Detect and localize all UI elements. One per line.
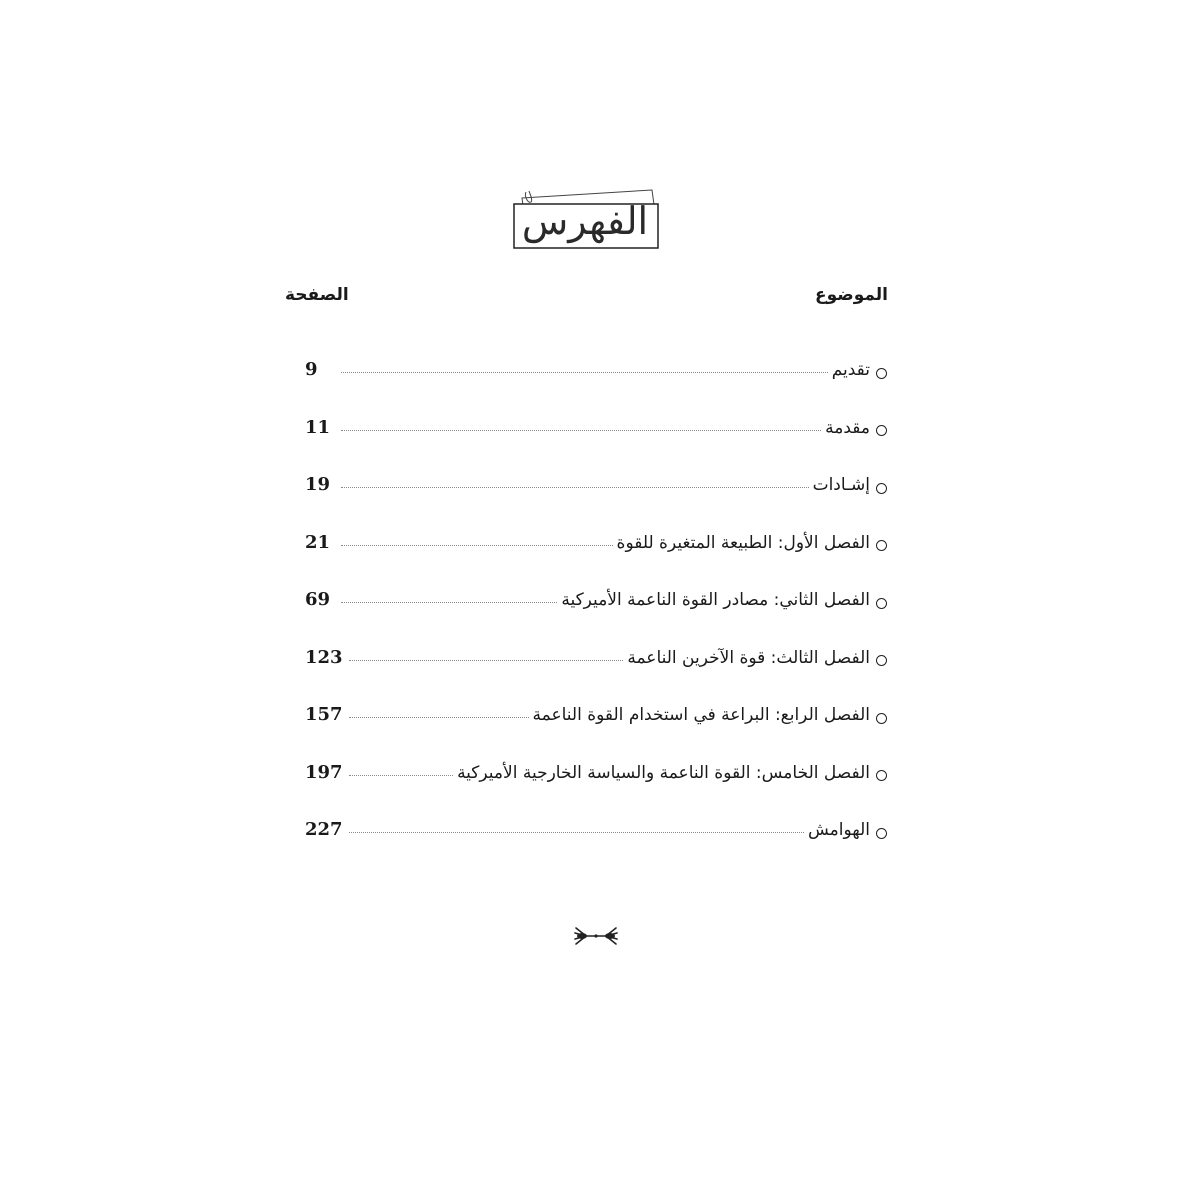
toc-entry[interactable]	[305, 523, 887, 581]
toc-title-frame	[504, 186, 666, 252]
header-page: الصفحة	[285, 285, 349, 305]
toc-entry[interactable]	[305, 695, 887, 753]
dot-leader	[341, 544, 613, 546]
entry-label: الفصل الثاني: مصادر القوة الناعمة الأميركية	[561, 590, 870, 610]
hollow-circle-icon	[876, 713, 887, 724]
entry-label: إشـادات	[812, 475, 870, 495]
entry-label: الفصل الثالث: قوة الآخرين الناعمة	[627, 647, 870, 668]
dot-leader	[349, 659, 624, 661]
entry-page-number: 157	[305, 704, 343, 725]
toc-entry[interactable]	[305, 465, 887, 523]
entry-label: الفصل الرابع: البراعة في استخدام القوة الناعمة	[532, 705, 870, 725]
dot-leader	[341, 486, 809, 488]
toc-entry[interactable]	[305, 638, 887, 696]
toc-entry[interactable]	[305, 753, 887, 811]
entry-label: الفصل الخامس: القوة الناعمة والسياسة الخارجية الأميركية	[457, 762, 870, 783]
entry-page-number: 69	[305, 589, 331, 610]
floral-ornament-icon	[574, 924, 618, 948]
dot-leader	[349, 716, 529, 718]
entry-page-number: 19	[305, 474, 331, 495]
entry-label: الفصل الأول: الطبيعة المتغيرة للقوة	[616, 532, 870, 553]
header-topic: الموضوع	[815, 285, 888, 305]
entry-label: مقدمة	[825, 417, 870, 438]
entry-page-number: 227	[305, 819, 343, 840]
toc-entry[interactable]	[305, 350, 887, 408]
dot-leader	[341, 601, 557, 603]
hollow-circle-icon	[876, 483, 887, 494]
entry-label: الهوامش	[807, 820, 870, 840]
hollow-circle-icon	[876, 770, 887, 781]
dot-leader	[349, 774, 453, 776]
dot-leader	[341, 371, 828, 373]
page-title: الفهرس	[521, 199, 649, 243]
entry-page-number: 197	[305, 761, 343, 783]
hollow-circle-icon	[876, 425, 887, 436]
dot-leader	[341, 429, 821, 431]
hollow-circle-icon	[876, 598, 887, 609]
dot-leader	[349, 831, 804, 833]
entry-page-number: 11	[305, 416, 331, 438]
entry-page-number: 21	[305, 531, 331, 553]
hollow-circle-icon	[876, 828, 887, 839]
toc-entry[interactable]	[305, 810, 887, 868]
hollow-circle-icon	[876, 655, 887, 666]
hollow-circle-icon	[876, 368, 887, 379]
toc-entry[interactable]	[305, 408, 887, 466]
entry-page-number: 123	[305, 646, 343, 668]
toc-entry[interactable]	[305, 580, 887, 638]
toc-list	[305, 350, 887, 868]
entry-page-number: 9	[305, 359, 318, 380]
hollow-circle-icon	[876, 540, 887, 551]
entry-label: تقديم	[831, 360, 870, 380]
